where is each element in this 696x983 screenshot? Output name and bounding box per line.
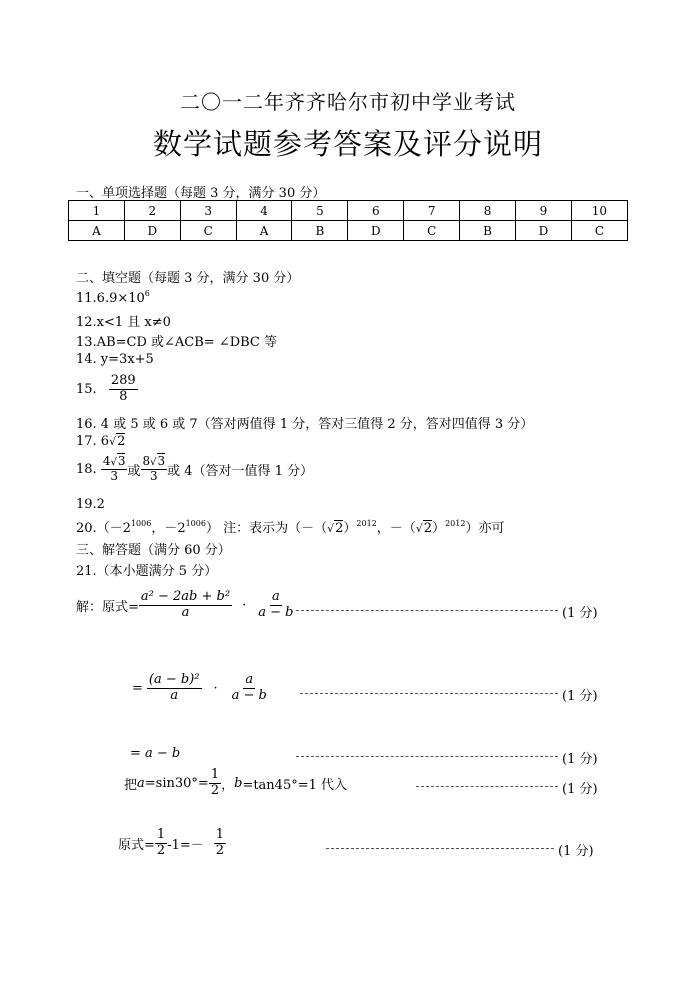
question-number: 7 [404, 201, 460, 221]
section3-heading: 三、解答题（满分 60 分） [76, 543, 231, 558]
answer-cell: A [69, 221, 125, 241]
answer-20-part: ） [432, 521, 446, 536]
question-number: 5 [292, 201, 348, 221]
fraction-denominator: 3 [110, 468, 118, 483]
step-1-fraction-2 [256, 590, 295, 621]
radicand: 2 [423, 521, 433, 536]
answer-20-part: ）亦可 [465, 521, 505, 536]
answer-13: 13.AB=CD 或∠ACB= ∠DBC 等 [76, 335, 278, 350]
solution-step-1 [76, 590, 295, 621]
fraction-denominator: a − b [231, 687, 267, 703]
step-4-text: ， [221, 777, 235, 793]
fraction-denominator: 8 [119, 388, 128, 404]
coefficient: 4 [102, 454, 111, 468]
variable-a: a [137, 775, 145, 791]
score-mark: (1 分) [562, 752, 598, 767]
answer-cell: C [571, 221, 627, 241]
step-4-text: =tan45°=1 代入 [242, 777, 348, 793]
answer-20-part: ） [343, 521, 357, 536]
sqrt-icon: √ [109, 435, 117, 448]
fraction-numerator [141, 455, 168, 470]
fraction-denominator: a [181, 604, 190, 620]
radicand: 3 [117, 454, 126, 468]
answer-cell: C [180, 221, 236, 241]
answer-11-exponent: 6 [144, 289, 150, 298]
step-4-text: 把 [124, 777, 138, 793]
dotted-leader [296, 756, 558, 757]
solution-step-3: = a − b [130, 746, 181, 761]
multiply-dot: · [213, 680, 218, 696]
sqrt-icon: √ [327, 522, 335, 535]
answer-cell: A [236, 221, 292, 241]
coefficient: 8 [142, 454, 151, 468]
answer-17-coef: 17. 6 [76, 434, 110, 449]
score-mark: (1 分) [562, 689, 598, 704]
dotted-leader [326, 848, 554, 849]
answer-20 [76, 517, 504, 536]
question-number: 4 [236, 201, 292, 221]
sqrt-icon: √ [110, 457, 117, 468]
radicand: 2 [335, 521, 344, 536]
section2-heading: 二、填空题（每题 3 分，满分 30 分） [76, 271, 300, 286]
answer-18-fraction-1 [101, 455, 128, 484]
answer-20-part: ，－2 [151, 521, 186, 536]
answer-11 [76, 289, 150, 306]
answer-15 [76, 374, 138, 405]
fraction-numerator: 1 [210, 767, 220, 782]
answer-15-label: 15. [76, 381, 97, 397]
answer-15-fraction [109, 374, 138, 405]
answer-table-numbers-row [69, 201, 628, 221]
answer-cell: D [348, 221, 404, 241]
dotted-leader [300, 693, 558, 694]
fraction-numerator: 1 [156, 827, 166, 842]
solution-step-5 [118, 828, 226, 859]
solution-label: 解：原式= [76, 599, 139, 615]
fraction-numerator: (a − b)² [148, 672, 200, 687]
answer-18-or: 或 [127, 463, 141, 479]
fraction-denominator: a − b [258, 604, 294, 620]
question-number: 9 [516, 201, 572, 221]
step-4-text: =sin30°= [144, 775, 209, 791]
step-5-label: 原式= [118, 837, 155, 853]
question-number: 1 [69, 201, 125, 221]
step-4-fraction [209, 768, 221, 799]
exponent: 1006 [130, 519, 152, 528]
fraction-numerator: a² − 2ab + b² [140, 589, 231, 604]
fraction-denominator: 3 [150, 468, 158, 483]
question-number: 10 [571, 201, 627, 221]
equals-sign: = [132, 680, 143, 696]
step-2-fraction-2 [230, 673, 269, 704]
radicand: 3 [157, 454, 166, 468]
answer-cell: B [460, 221, 516, 241]
exponent: 2012 [356, 519, 377, 528]
answer-18 [76, 455, 313, 484]
solution-step-2 [132, 673, 269, 704]
step-5-text: -1=－ [167, 837, 204, 853]
exponent: 2012 [445, 519, 466, 528]
sqrt-icon: √ [415, 522, 423, 535]
dotted-leader [416, 786, 558, 787]
fraction-numerator [101, 455, 128, 470]
question-21-heading: 21.（本小题满分 5 分） [76, 564, 218, 579]
answer-18-label: 18. [76, 461, 97, 477]
step-2-fraction-1 [147, 673, 202, 704]
answer-17 [76, 434, 125, 449]
sqrt-icon: √ [150, 457, 157, 468]
section1-heading: 一、单项选择题（每题 3 分，满分 30 分） [76, 186, 326, 201]
answer-cell: B [292, 221, 348, 241]
fraction-numerator: 1 [215, 827, 225, 842]
score-mark: (1 分) [558, 844, 594, 859]
fraction-denominator: 2 [156, 842, 166, 858]
score-mark: (1 分) [562, 606, 598, 621]
step-5-fraction-2 [214, 828, 226, 859]
multiply-dot: · [242, 597, 247, 613]
fraction-numerator: a [245, 672, 254, 687]
answer-19: 19.2 [76, 497, 105, 512]
answer-14: 14. y=3x+5 [76, 352, 154, 367]
answer-17-radicand: 2 [117, 434, 126, 449]
answer-11-base: 11.6.9×10 [76, 291, 145, 306]
answer-12: 12.x<1 且 x≠0 [76, 315, 171, 330]
answer-cell: D [124, 221, 180, 241]
question-number: 3 [180, 201, 236, 221]
answer-20-part: 20.（－2 [76, 521, 131, 536]
answer-18-rest: 或 4（答对一值得 1 分） [167, 463, 314, 479]
answer-20-part: ，－（ [376, 521, 416, 536]
fraction-numerator: 289 [110, 373, 136, 388]
question-number: 8 [460, 201, 516, 221]
answer-cell: D [516, 221, 572, 241]
answer-20-note: ） 注：表示为（－（ [205, 521, 328, 536]
answer-cell: C [404, 221, 460, 241]
answer-16: 16. 4 或 5 或 6 或 7（答对两值得 1 分，答对三值得 2 分，答对四值得 3 分） [76, 417, 534, 432]
answer-table-answers-row [69, 221, 628, 241]
fraction-denominator: a [170, 687, 179, 703]
title-line-1: 二〇一二年齐齐哈尔市初中学业考试 [180, 90, 516, 114]
fraction-denominator: 2 [215, 842, 225, 858]
title-line-2: 数学试题参考答案及评分说明 [152, 127, 543, 161]
step-1-fraction-1 [139, 590, 232, 621]
question-number: 2 [124, 201, 180, 221]
answer-18-fraction-2 [141, 455, 168, 484]
solution-step-4 [124, 768, 347, 799]
fraction-denominator: 2 [210, 782, 220, 798]
answer-table [68, 200, 628, 241]
variable-b: b [234, 775, 243, 791]
dotted-leader [296, 610, 558, 611]
question-number: 6 [348, 201, 404, 221]
score-mark: (1 分) [562, 782, 598, 797]
fraction-numerator: a [271, 589, 280, 604]
step-5-fraction-1 [155, 828, 167, 859]
exponent: 1006 [185, 519, 206, 528]
